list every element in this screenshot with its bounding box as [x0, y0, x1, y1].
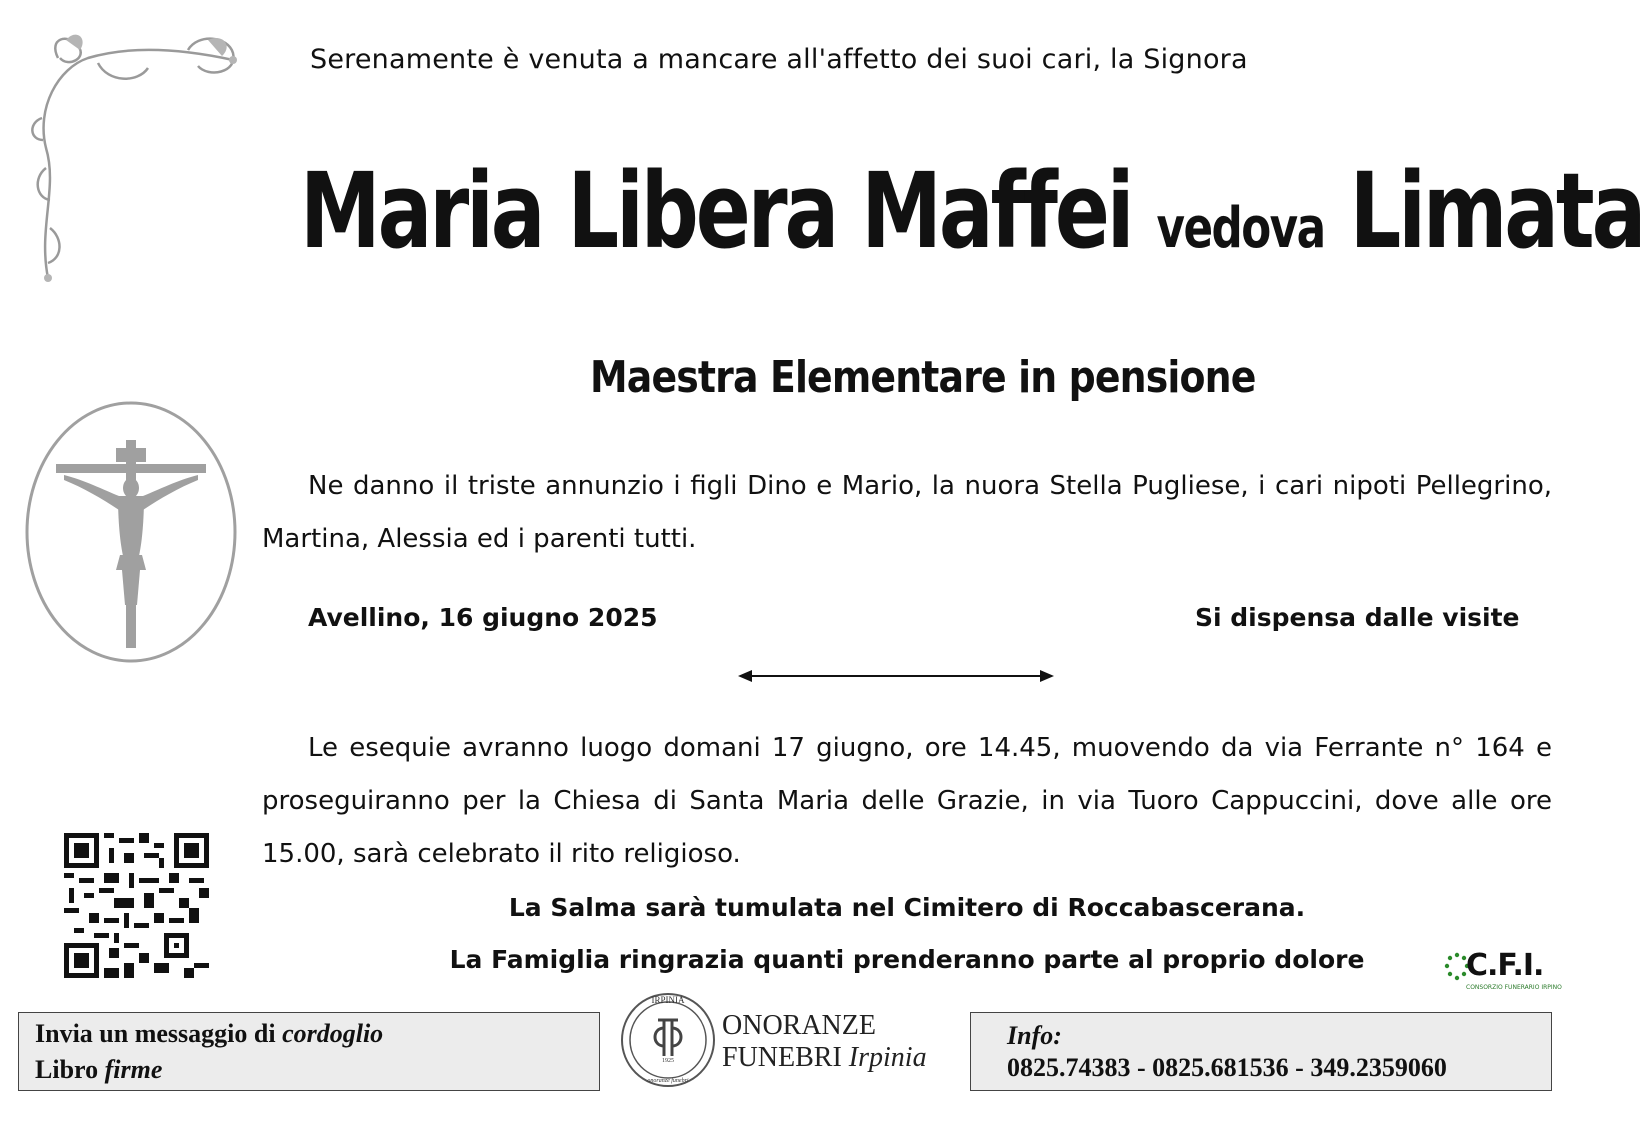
logo-top-text: IRPINIA	[651, 995, 685, 1005]
brand-line2	[722, 1042, 927, 1074]
funeral-text: Le esequie avranno luogo domani 17 giugno, ore 14.45, muovendo da via Ferrante n° 164 e proseguiranno per la Chiesa di Santa Maria delle Grazie, in via Tuoro Cappuccini, dove alle ore 15.00, sarà celebrato il rito religioso.	[262, 733, 1552, 869]
name-last: Limata	[1324, 150, 1643, 272]
place-date: Avellino, 16 giugno 2025	[308, 603, 658, 632]
cfi-logo-text: C.F.I.	[1466, 948, 1544, 983]
ornament-flourish-icon	[28, 28, 243, 288]
announcement-text: Ne danno il triste annunzio i figli Dino e Mario, la nuora Stella Pugliese, i cari nipoti Pellegrino, Martina, Alessia ed i parenti tutti.	[262, 471, 1552, 554]
name-first: Maria Libera Maffei	[300, 150, 1157, 272]
deceased-name	[300, 150, 1643, 272]
condolence-box[interactable]	[18, 1012, 600, 1091]
guestbook-link[interactable]	[35, 1055, 162, 1085]
double-arrow-line-icon	[736, 666, 1056, 686]
visits-note: Si dispensa dalle visite	[1195, 603, 1520, 632]
condolence-link[interactable]	[35, 1019, 383, 1049]
guestbook-italic: firme	[104, 1055, 163, 1084]
crucifix-icon	[24, 400, 238, 664]
thanks-text: La Famiglia ringrazia quanti prenderanno parte al proprio dolore	[449, 945, 1365, 974]
burial-text: La Salma sarà tumulata nel Cimitero di Roccabascerana.	[508, 893, 1306, 922]
cfi-subtext: CONSORZIO FUNERARIO IRPINO	[1466, 984, 1562, 991]
logo-bottom-text: onoranze funebri	[647, 1078, 689, 1084]
name-connector: vedova	[1156, 196, 1325, 261]
brand-line2-prefix: FUNEBRI	[722, 1042, 849, 1073]
brand-line1: ONORANZE	[722, 1010, 876, 1041]
guestbook-prefix: Libro	[35, 1055, 105, 1084]
condolence-prefix: Invia un messaggio di	[35, 1019, 283, 1048]
info-box	[970, 1012, 1552, 1091]
qr-code-icon[interactable]	[64, 833, 209, 978]
phone-numbers[interactable]: 0825.74383 - 0825.681536 - 349.2359060	[1007, 1053, 1447, 1082]
funeral-home-logo	[618, 990, 718, 1090]
intro-text: Serenamente è venuta a mancare all'affetto dei suoi cari, la Signora	[310, 44, 1248, 75]
info-label: Info:	[1007, 1021, 1062, 1050]
logo-year: 1925	[662, 1058, 674, 1064]
funeral-home-name	[722, 1010, 927, 1074]
condolence-italic: cordoglio	[282, 1019, 384, 1048]
brand-line2-italic: Irpinia	[848, 1042, 927, 1073]
profession: Maestra Elementare in pensione	[590, 352, 1256, 403]
